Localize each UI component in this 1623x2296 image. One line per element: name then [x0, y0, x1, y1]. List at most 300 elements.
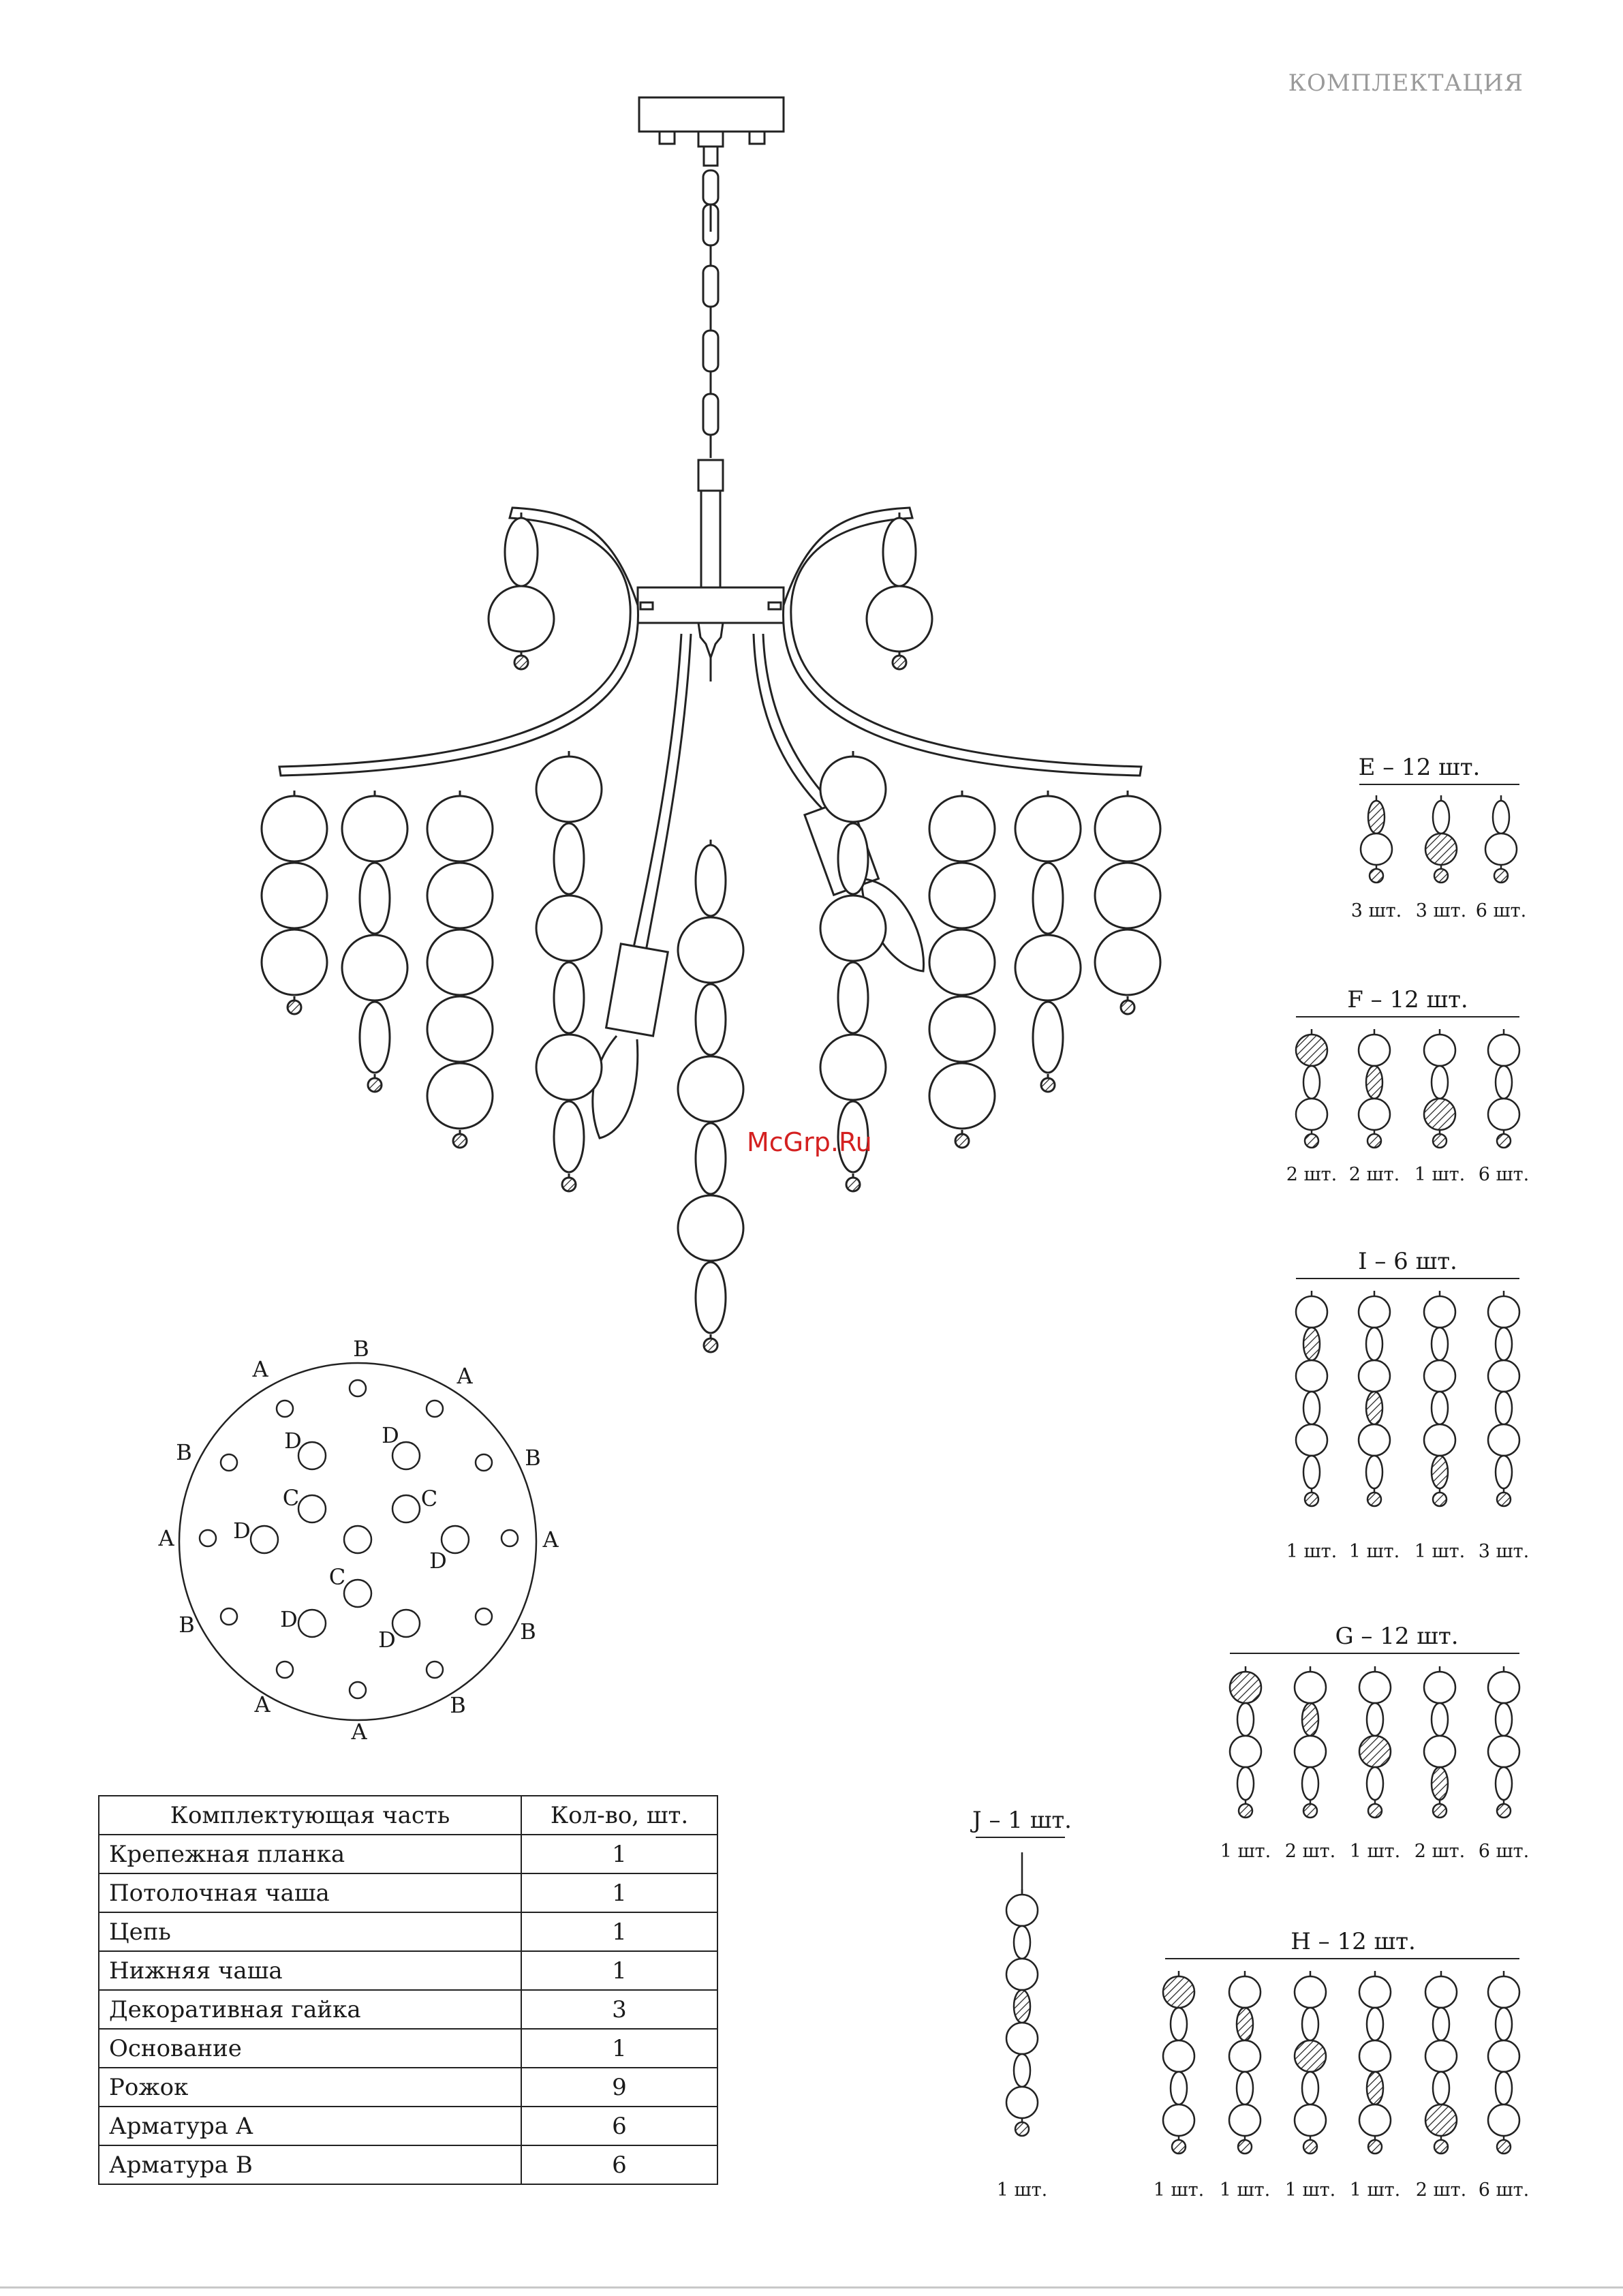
disc: [1359, 1736, 1391, 1767]
large-hole: [298, 1442, 326, 1469]
disc: [1424, 1296, 1455, 1328]
pendant-strand: [1359, 1666, 1391, 1818]
small-hole: [476, 1454, 492, 1471]
crystal-bead: [1305, 1134, 1318, 1148]
large-hole: [344, 1580, 371, 1607]
oval-link: [1303, 1066, 1320, 1099]
disc: [1424, 1424, 1455, 1456]
group-title: F – 12 шт.: [1347, 986, 1468, 1013]
disc: [1006, 1895, 1038, 1926]
small-hole: [350, 1380, 366, 1396]
oval-link: [1432, 1767, 1448, 1800]
disc: [1424, 1672, 1455, 1703]
oval-link: [1432, 1703, 1448, 1736]
crystal-bead: [1497, 1493, 1511, 1506]
disc: [1488, 1099, 1519, 1130]
small-hole: [427, 1400, 443, 1417]
oval-link: [1237, 1767, 1254, 1800]
disc: [1361, 833, 1392, 865]
disc: [1006, 2023, 1038, 2054]
pendant-strand: [1485, 795, 1517, 883]
pendant-strand: [1425, 795, 1457, 883]
table-row: [99, 1835, 717, 1873]
oval-link: [1496, 1456, 1512, 1488]
disc: [427, 996, 493, 1062]
pendant-strand: [1006, 1889, 1038, 2136]
disc: [1359, 1360, 1390, 1392]
large-hole: [344, 1526, 371, 1553]
plan-label: C: [328, 1564, 346, 1590]
disc: [678, 1195, 743, 1261]
part-name: Декоративная гайка: [99, 1990, 521, 2029]
disc: [1425, 1976, 1457, 2008]
disc: [1359, 2104, 1391, 2136]
disc: [1095, 930, 1160, 995]
group-count: 1 шт.: [1153, 2179, 1205, 2201]
pendant-strand: [1295, 1971, 1326, 2154]
oval-link: [696, 1123, 726, 1194]
crystal-bead: [1368, 2140, 1382, 2154]
oval-link: [1366, 1456, 1382, 1488]
plan-label: D: [233, 1518, 251, 1544]
oval-link: [1237, 1703, 1254, 1736]
disc: [1488, 1296, 1519, 1328]
oval-link: [1496, 1767, 1512, 1800]
oval-link: [696, 845, 726, 916]
oval-link: [1366, 1066, 1382, 1099]
watermark: McGrp.Ru: [747, 1127, 872, 1157]
crystal-bead: [1370, 869, 1383, 883]
plan-label: D: [429, 1548, 447, 1574]
large-hole: [298, 1495, 326, 1522]
oval-link: [1367, 1767, 1383, 1800]
group-count: 1 шт.: [1348, 1541, 1400, 1562]
group-title: G – 12 шт.: [1335, 1623, 1459, 1650]
pendant-strand: [536, 751, 602, 1191]
group-E: [1351, 754, 1526, 921]
oval-link: [360, 1002, 390, 1073]
plan-label: D: [284, 1428, 302, 1454]
group-count: 3 шт.: [1415, 900, 1467, 921]
part-qty: 6: [521, 2145, 717, 2184]
oval-link: [1237, 2072, 1253, 2104]
disc: [427, 796, 493, 861]
pendant-strand: [1229, 1971, 1261, 2154]
small-hole: [221, 1454, 237, 1471]
oval-link: [1303, 1456, 1320, 1488]
oval-link: [1432, 1456, 1448, 1488]
group-count: 1 шт.: [996, 2179, 1048, 2201]
plan-label: C: [282, 1485, 300, 1511]
disc: [1424, 1360, 1455, 1392]
group-count: 1 шт.: [1414, 1541, 1466, 1562]
disc: [929, 996, 995, 1062]
disc: [1230, 1672, 1261, 1703]
group-count: 1 шт.: [1219, 2179, 1271, 2201]
disc: [678, 1056, 743, 1122]
disc: [678, 917, 743, 983]
plan-label: C: [420, 1486, 438, 1512]
parts-table: [98, 1795, 718, 2185]
plan-label: B: [525, 1445, 541, 1471]
crystal-bead: [1015, 2122, 1029, 2136]
part-name: Крепежная планка: [99, 1835, 521, 1873]
disc: [1359, 1099, 1390, 1130]
disc: [820, 896, 886, 961]
oval-link: [1496, 1328, 1512, 1360]
oval-link: [1014, 1990, 1030, 2023]
group-count: 6 шт.: [1478, 1841, 1530, 1862]
disc: [1295, 1672, 1326, 1703]
crystal-bead: [955, 1134, 969, 1148]
pendant-strand: [1425, 1971, 1457, 2154]
pendant-strand: [1424, 1666, 1455, 1818]
disc: [342, 935, 407, 1000]
crystal-bead: [1433, 1493, 1447, 1506]
crystal-bead: [368, 1078, 382, 1092]
plan-label: B: [176, 1439, 192, 1465]
group-count: 6 шт.: [1478, 1164, 1530, 1185]
oval-link: [1432, 1392, 1448, 1424]
pendant-strand: [1488, 1291, 1519, 1506]
disc: [867, 586, 932, 652]
disc: [1095, 796, 1160, 861]
disc: [1359, 1296, 1390, 1328]
disc: [536, 756, 602, 822]
plan-label: B: [520, 1619, 536, 1644]
disc: [1295, 1976, 1326, 2008]
page-title: КОМПЛЕКТАЦИЯ: [1288, 70, 1524, 97]
table-row: [99, 2029, 717, 2068]
oval-link: [838, 962, 868, 1033]
crystal-bead: [1434, 2140, 1448, 2154]
crystal-bead: [1497, 1134, 1511, 1148]
disc: [1488, 1976, 1519, 2008]
crystal-bead: [1305, 1493, 1318, 1506]
disc: [1230, 1736, 1261, 1767]
small-hole: [221, 1608, 237, 1625]
disc: [427, 1063, 493, 1129]
oval-link: [1496, 1703, 1512, 1736]
disc: [342, 796, 407, 861]
pendant-strand: [1230, 1666, 1261, 1818]
group-count: 2 шт.: [1415, 2179, 1467, 2201]
oval-link: [1433, 2008, 1449, 2040]
oval-link: [1432, 1328, 1448, 1360]
disc: [1163, 1976, 1194, 2008]
part-name: Нижняя чаша: [99, 1951, 521, 1990]
disc: [1295, 1736, 1326, 1767]
disc: [1296, 1035, 1327, 1066]
small-hole: [277, 1662, 293, 1678]
oval-link: [838, 823, 868, 894]
pendant-strand: [1488, 1029, 1519, 1148]
crystal-bead: [288, 1000, 301, 1014]
disc: [1425, 2040, 1457, 2072]
oval-link: [1496, 2072, 1512, 2104]
oval-link: [696, 984, 726, 1055]
oval-link: [1033, 1002, 1063, 1073]
crystal-bead: [1238, 2140, 1252, 2154]
crystal-bead: [514, 656, 528, 669]
group-title: J – 1 шт.: [972, 1807, 1072, 1834]
disc: [1488, 1035, 1519, 1066]
disc: [1015, 935, 1081, 1000]
disc: [1488, 1424, 1519, 1456]
part-qty: 6: [521, 2107, 717, 2145]
small-hole: [476, 1608, 492, 1625]
plan-label: A: [158, 1525, 174, 1551]
group-count: 6 шт.: [1475, 900, 1527, 921]
disc: [1424, 1736, 1455, 1767]
oval-link: [1171, 2008, 1187, 2040]
disc: [1424, 1035, 1455, 1066]
plan-label: A: [457, 1363, 473, 1389]
disc: [1359, 1424, 1390, 1456]
part-name: Арматура В: [99, 2145, 521, 2184]
chain: [703, 170, 718, 458]
large-hole: [251, 1526, 278, 1553]
table-row: [99, 1912, 717, 1951]
oval-link: [1493, 801, 1509, 833]
part-qty: 9: [521, 2068, 717, 2107]
oval-link: [883, 518, 916, 586]
oval-link: [1303, 1392, 1320, 1424]
disc: [1295, 2104, 1326, 2136]
disc: [1229, 1976, 1261, 2008]
pendant-strand: [1424, 1029, 1455, 1148]
disc: [929, 796, 995, 861]
pendant-strand: [489, 512, 554, 669]
oval-link: [1014, 2054, 1030, 2087]
crystal-bead: [1497, 1804, 1511, 1818]
oval-link: [1432, 1066, 1448, 1099]
pendant-strand: [1095, 791, 1160, 1014]
crystal-bead: [846, 1178, 860, 1191]
left-socket: [593, 944, 668, 1138]
oval-link: [1368, 801, 1385, 833]
part-name: Потолочная чаша: [99, 1873, 521, 1912]
crystal-bead: [1303, 2140, 1317, 2154]
large-hole: [298, 1610, 326, 1637]
pendant-strand: [1359, 1971, 1391, 2154]
oval-link: [1302, 2072, 1318, 2104]
disc: [1296, 1296, 1327, 1328]
disc: [1163, 2040, 1194, 2072]
crystal-bead: [893, 656, 906, 669]
disc: [820, 756, 886, 822]
pendant-strand: [1359, 1291, 1390, 1506]
part-name: Цепь: [99, 1912, 521, 1951]
crystal-bead: [1367, 1134, 1381, 1148]
disc: [1359, 1672, 1391, 1703]
pendant-strand: [262, 791, 327, 1014]
disc: [1488, 1736, 1519, 1767]
oval-link: [554, 823, 584, 894]
group-count: 2 шт.: [1414, 1841, 1466, 1862]
pendant-strand: [1296, 1291, 1327, 1506]
oval-link: [1033, 863, 1063, 934]
group-count: 2 шт.: [1348, 1164, 1400, 1185]
group-count: 1 шт.: [1349, 2179, 1401, 2201]
disc: [1229, 2040, 1261, 2072]
group-count: 1 шт.: [1349, 1841, 1401, 1862]
plan-label: D: [378, 1627, 396, 1653]
table-row: [99, 1873, 717, 1912]
pendant-strand: [678, 840, 743, 1352]
small-hole: [277, 1400, 293, 1417]
table-row: [99, 2145, 717, 2184]
crystal-bead: [1433, 1804, 1447, 1818]
crystal-bead: [562, 1178, 576, 1191]
oval-link: [1237, 2008, 1253, 2040]
oval-link: [1496, 2008, 1512, 2040]
part-name: Рожок: [99, 2068, 521, 2107]
pendant-strand: [929, 791, 995, 1148]
small-hole: [350, 1682, 366, 1698]
group-G: [1220, 1623, 1529, 1862]
oval-link: [505, 518, 538, 586]
oval-link: [1302, 1703, 1318, 1736]
group-count: 3 шт.: [1478, 1541, 1530, 1562]
bottom-rule: [0, 2286, 1623, 2289]
disc: [1425, 2104, 1457, 2136]
large-hole: [392, 1495, 420, 1522]
table-header-row: [99, 1796, 717, 1835]
oval-link: [1302, 1767, 1318, 1800]
disc: [536, 896, 602, 961]
disc: [1488, 1360, 1519, 1392]
column-header-qty: Кол-во, шт.: [521, 1796, 717, 1835]
plan-label: B: [353, 1336, 369, 1362]
oval-link: [1367, 2008, 1383, 2040]
oval-link: [1171, 2072, 1187, 2104]
part-name: Арматура А: [99, 2107, 521, 2145]
crystal-bead: [1041, 1078, 1055, 1092]
oval-link: [1014, 1926, 1030, 1959]
crystal-bead: [1172, 2140, 1186, 2154]
pendant-strand: [1488, 1666, 1519, 1818]
oval-link: [1496, 1066, 1512, 1099]
plan-label: A: [252, 1356, 268, 1382]
disc: [1006, 2087, 1038, 2118]
oval-link: [1367, 2072, 1383, 2104]
oval-link: [554, 962, 584, 1033]
disc: [1488, 2104, 1519, 2136]
plan-label: D: [280, 1606, 298, 1632]
table-row: [99, 2068, 717, 2107]
disc: [1095, 863, 1160, 928]
plan-label: A: [542, 1527, 559, 1552]
disc: [1296, 1099, 1327, 1130]
disc: [262, 863, 327, 928]
disc: [1359, 1976, 1391, 2008]
crystal-bead: [1368, 1804, 1382, 1818]
crystal-bead: [1367, 1493, 1381, 1506]
crystal-bead: [1121, 1000, 1134, 1014]
group-count: 1 шт.: [1286, 1541, 1338, 1562]
oval-link: [360, 863, 390, 934]
pendant-strand: [1488, 1971, 1519, 2154]
column-header-part: Комплектующая часть: [99, 1796, 521, 1835]
pendant-strand: [1163, 1971, 1194, 2154]
disc: [1296, 1360, 1327, 1392]
body: [638, 587, 784, 623]
disc: [262, 796, 327, 861]
disc: [929, 930, 995, 995]
group-F: [1286, 986, 1529, 1185]
plan-label: B: [450, 1692, 466, 1718]
part-qty: 1: [521, 2029, 717, 2068]
disc: [929, 863, 995, 928]
crystal-bead: [704, 1338, 717, 1352]
crystal-bead: [1434, 869, 1448, 883]
group-count: 1 шт.: [1284, 2179, 1336, 2201]
pendant-strand: [867, 512, 932, 669]
disc: [1424, 1099, 1455, 1130]
group-count: 2 шт.: [1284, 1841, 1336, 1862]
disc: [1015, 796, 1081, 861]
disc: [1488, 2040, 1519, 2072]
small-hole: [501, 1530, 518, 1546]
oval-link: [1366, 1392, 1382, 1424]
disc: [820, 1035, 886, 1100]
oval-link: [1496, 1392, 1512, 1424]
oval-link: [554, 1101, 584, 1172]
disc: [1425, 833, 1457, 865]
disc: [262, 930, 327, 995]
group-H: [1154, 1928, 1529, 2201]
disc: [1359, 2040, 1391, 2072]
part-qty: 1: [521, 1835, 717, 1873]
oval-link: [1433, 801, 1449, 833]
disc: [489, 586, 554, 652]
plan-label: A: [351, 1719, 367, 1745]
part-qty: 1: [521, 1951, 717, 1990]
plan-label: B: [179, 1612, 195, 1638]
large-hole: [392, 1610, 420, 1637]
part-qty: 3: [521, 1990, 717, 2029]
oval-link: [696, 1262, 726, 1333]
crystal-bead: [453, 1134, 467, 1148]
part-name: Основание: [99, 2029, 521, 2068]
table-row: [99, 1990, 717, 2029]
plan-label: D: [382, 1422, 399, 1448]
disc: [1485, 833, 1517, 865]
stem: [698, 460, 723, 491]
disc: [1006, 1959, 1038, 1990]
crystal-bead: [1494, 869, 1508, 883]
disc: [1295, 2040, 1326, 2072]
disc: [1359, 1035, 1390, 1066]
part-qty: 1: [521, 1912, 717, 1951]
disc: [427, 930, 493, 995]
group-I: [1286, 1248, 1529, 1562]
oval-link: [1303, 1328, 1320, 1360]
crystal-bead: [1303, 1804, 1317, 1818]
pendant-strand: [1359, 1029, 1390, 1148]
disc: [1163, 2104, 1194, 2136]
plan-label: A: [254, 1692, 270, 1717]
group-count: 1 шт.: [1220, 1841, 1271, 1862]
ceiling-plate: [639, 97, 784, 132]
group-count: 6 шт.: [1478, 2179, 1530, 2201]
pendant-strand: [1295, 1666, 1326, 1818]
pendant-strand: [1361, 795, 1392, 883]
group-count: 2 шт.: [1286, 1164, 1338, 1185]
disc: [1229, 2104, 1261, 2136]
part-qty: 1: [521, 1873, 717, 1912]
